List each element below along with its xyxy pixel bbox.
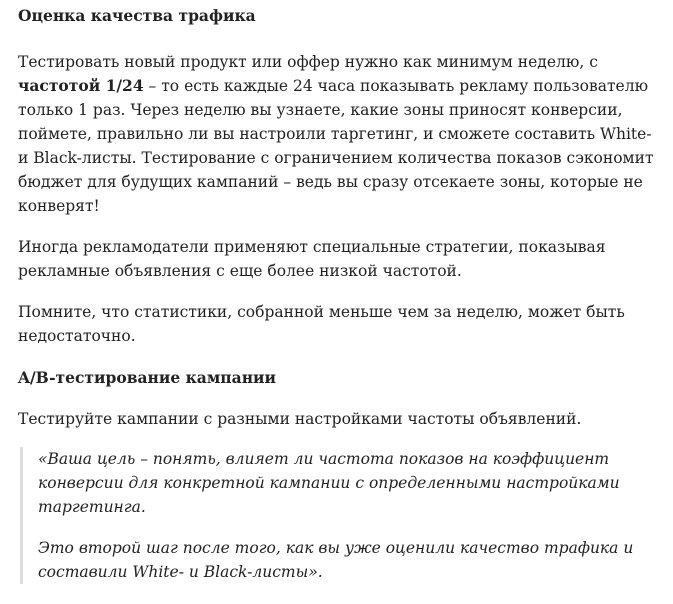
paragraph-testing-period-end: – то есть каждые 24 часа показывать рекламу пользователю только 1 раз. Через неделю вы узнаете, какие зоны приносят конверсии, поймете, правильно ли вы настроили таргетинг, и сможете составить White- и Black-листы. Тестирование с ограничением количества показов сэкономит бюджет для будущих кампаний – ведь вы сразу отсекаете зоны, которые не конверят! (18, 77, 654, 215)
blockquote (20, 447, 663, 584)
paragraph-statistics-note: Помните, что статистики, собранной меньше чем за неделю, может быть недостаточно. (18, 303, 625, 345)
paragraph-testing-period-start: Тестировать новый продукт или оффер нужно как минимум неделю, с (18, 53, 598, 71)
heading-ab-testing: A/B-тестирование кампании (18, 368, 277, 387)
frequency-highlight: частотой 1/24 (18, 76, 144, 95)
quote-paragraph-second-step: Это второй шаг после того, как вы уже оценили качество трафика и составили White- и Black-листы». (38, 539, 634, 581)
heading-traffic-quality: Оценка качества трафика (18, 6, 256, 25)
paragraph-testing-period (18, 50, 663, 218)
paragraph-advertiser-strategies: Иногда рекламодатели применяют специальные стратегии, показывая рекламные объявления с еще более низкой частотой. (18, 238, 606, 280)
paragraph-ab-intro: Тестируйте кампании с разными настройками частоты объявлений. (18, 410, 582, 428)
quote-paragraph-goal: «Ваша цель – понять, влияет ли частота показов на коэффициент конверсии для конкретной кампании с определенными настройками таргетинга. (38, 450, 620, 516)
